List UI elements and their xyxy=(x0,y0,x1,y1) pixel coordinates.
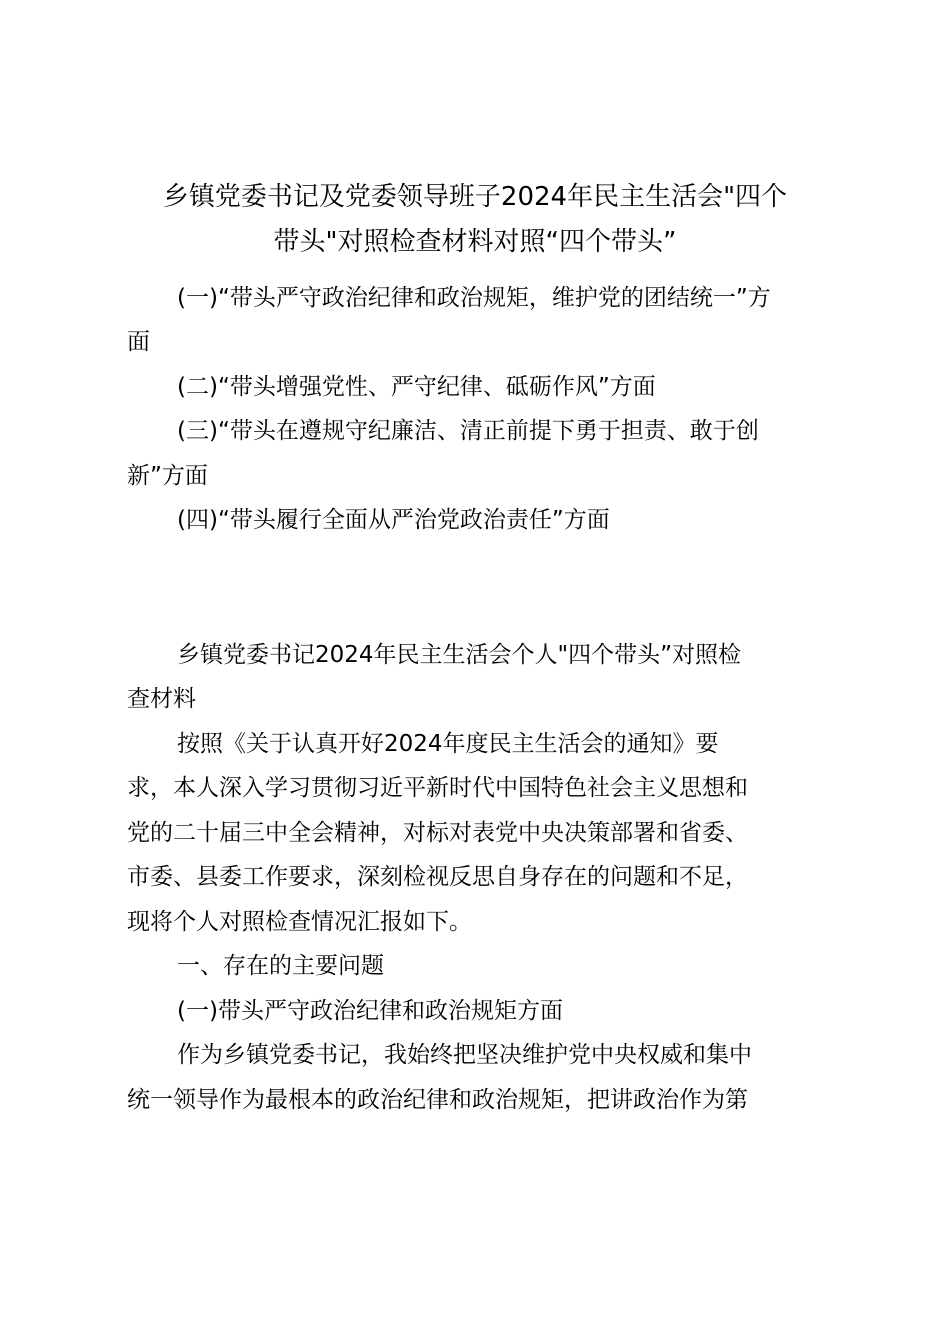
intro-line-4: 市委、县委工作要求，深刻检视反思自身存在的问题和不足， xyxy=(127,864,748,890)
aspect-1-line-2: 面 xyxy=(127,329,150,355)
document-title-line-2: 带头"对照检查材料对照“四个带头” xyxy=(273,227,677,257)
aspect-2-line-1: (二)“带头增强党性、严守纪律、砥砺作风”方面 xyxy=(177,374,656,400)
subtitle-line-2: 查材料 xyxy=(127,686,196,712)
aspect-4-line-1: (四)“带头履行全面从严治党政治责任”方面 xyxy=(177,507,610,533)
body-line-1: 作为乡镇党委书记，我始终把坚决维护党中央权威和集中 xyxy=(177,1042,752,1068)
subsection-heading: (一)带头严守政治纪律和政治规矩方面 xyxy=(177,998,563,1024)
aspect-3-line-1: (三)“带头在遵规守纪廉洁、清正前提下勇于担责、敢于创 xyxy=(177,418,759,444)
intro-line-3: 党的二十届三中全会精神，对标对表党中央决策部署和省委、 xyxy=(127,820,748,846)
subtitle-line-1: 乡镇党委书记2024年民主生活会个人"四个带头”对照检 xyxy=(177,642,742,668)
intro-line-5: 现将个人对照检查情况汇报如下。 xyxy=(127,909,472,935)
intro-line-2: 求，本人深入学习贯彻习近平新时代中国特色社会主义思想和 xyxy=(127,775,748,801)
intro-line-1: 按照《关于认真开好2024年度民主生活会的通知》要 xyxy=(177,731,719,757)
document-title-line-1: 乡镇党委书记及党委领导班子2024年民主生活会"四个 xyxy=(162,182,788,212)
body-line-2: 统一领导作为最根本的政治纪律和政治规矩，把讲政治作为第 xyxy=(127,1087,748,1113)
section-heading: 一、存在的主要问题 xyxy=(177,953,384,979)
aspect-3-line-2: 新”方面 xyxy=(127,463,208,489)
aspect-1-line-1: (一)“带头严守政治纪律和政治规矩，维护党的团结统一”方 xyxy=(177,285,771,311)
